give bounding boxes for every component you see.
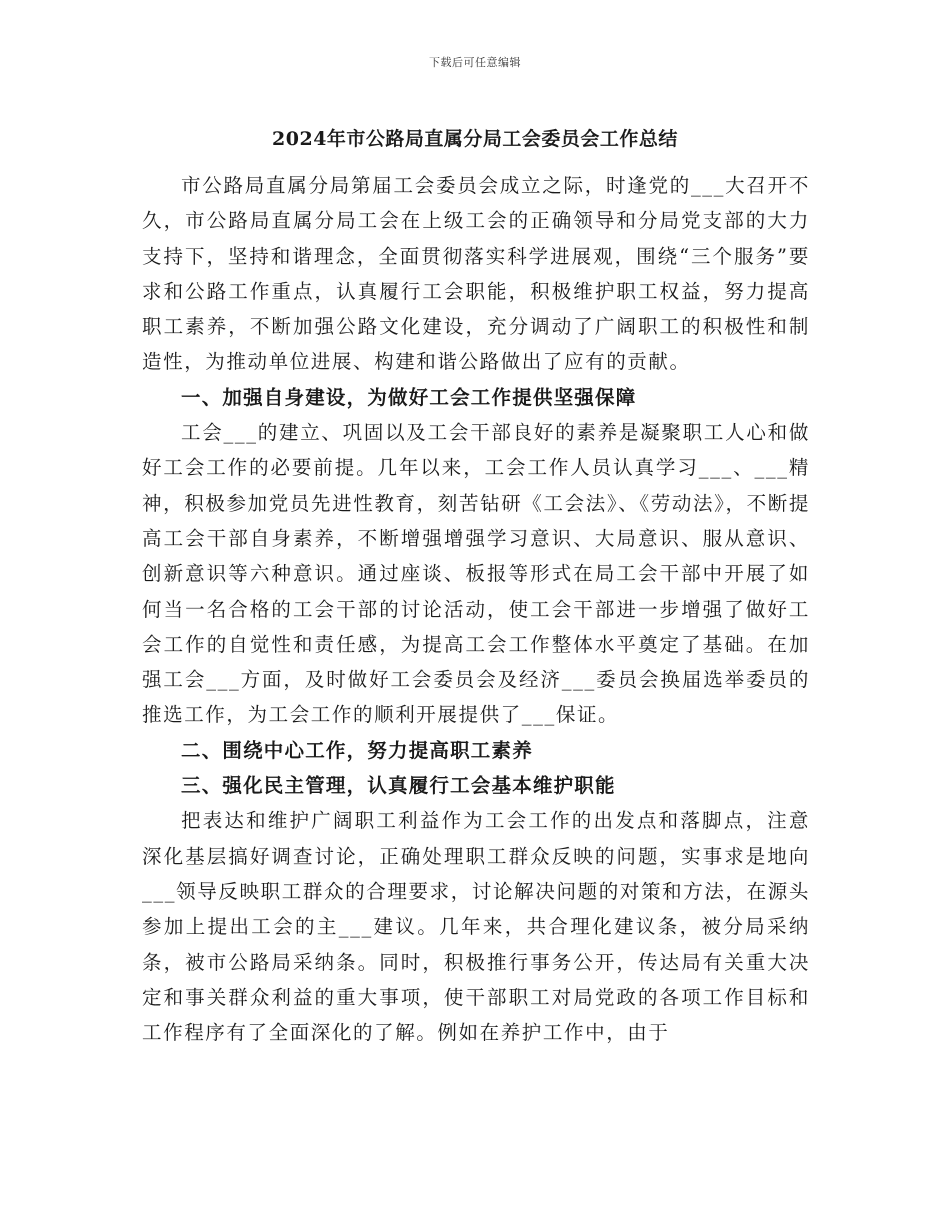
section-1-paragraph: 工会___的建立、巩固以及工会干部良好的素养是凝聚职工人心和做好工会工作的必要前提。几年以来，工会工作人员认真学习___、___精神，积极参加党员先进性教育，刻苦钻研《工会法》、《劳动法》，不断提高工会干部自身素养，不断增强增强学习意识、大局意识、服从意识、创新意识等六种意识。通过座谈、板报等形式在局工会干部中开展了如何当一名合格的工会干部的讨论活动，使工会干部进一步增强了做好工会工作的自觉性和责任感，为提高工会工作整体水平奠定了基础。在加强工会___方面，及时做好工会委员会及经济___委员会换届选举委员的推选工作，为工会工作的顺利开展提供了___保证。	[142, 421, 810, 727]
intro-paragraph: 市公路局直属分局第届工会委员会成立之际，时逢党的___大召开不久，市公路局直属分局工会在上级工会的正确领导和分局党支部的大力支持下，坚持和谐理念，全面贯彻落实科学进展观，围绕“三个服务”要求和公路工作重点，认真履行工会职能，积极维护职工权益，努力提高职工素养，不断加强公路文化建设，充分调动了广阔职工的积极性和制造性，为推动单位进展、构建和谐公路做出了应有的贡献。	[142, 174, 810, 374]
section-3-paragraph: 把表达和维护广阔职工利益作为工会工作的出发点和落脚点，注意深化基层搞好调查讨论，正确处理职工群众反映的问题，实事求是地向___领导反映职工群众的合理要求，讨论解决问题的对策和方法，在源头参加上提出工会的主___建议。几年来，共合理化建议条，被分局采纳条，被市公路局采纳条。同时，积极推行事务公开，传达局有关重大决定和事关群众利益的重大事项，使干部职工对局党政的各项工作目标和工作程序有了全面深化的了解。例如在养护工作中，由于	[142, 809, 810, 1045]
document-body	[142, 168, 810, 1050]
document-title: 2024年市公路局直属分局工会委员会工作总结	[272, 128, 678, 150]
section-heading-2: 二、围绕中心工作，努力提高职工素养	[181, 738, 533, 762]
section-heading-1: 一、加强自身建设，为做好工会工作提供坚强保障	[181, 385, 637, 409]
section-heading-3: 三、强化民主管理，认真履行工会基本维护职能	[181, 774, 616, 798]
download-note: 下载后可任意编辑	[429, 56, 521, 69]
